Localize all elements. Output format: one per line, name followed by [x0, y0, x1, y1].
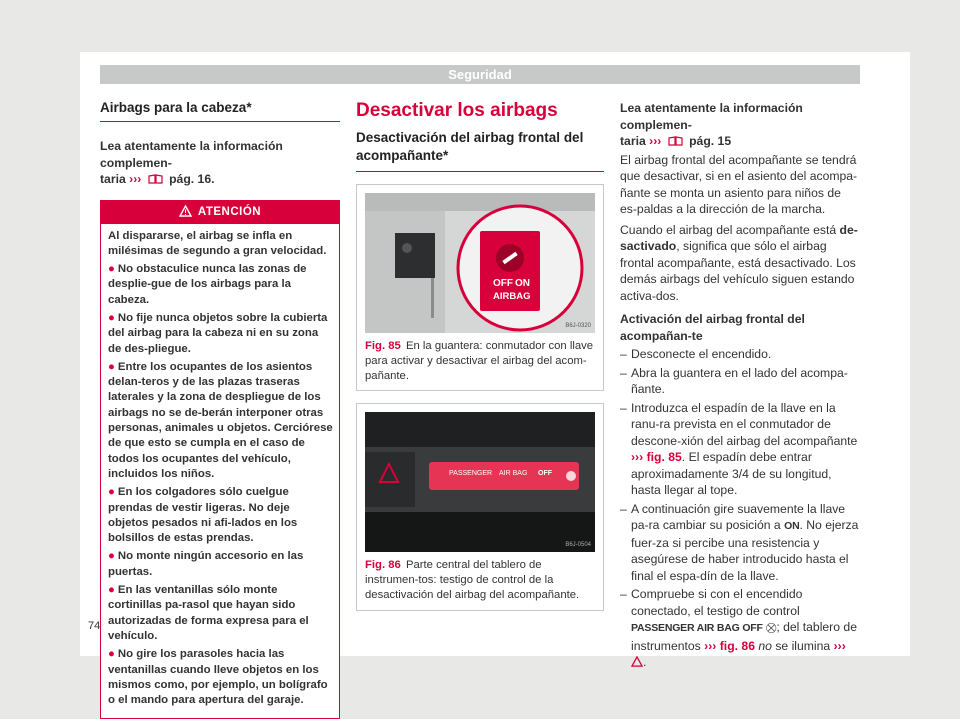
bullet-icon: ●	[108, 361, 115, 373]
step-item: – A continuación gire suavemente la llave pa-ra cambiar su posición a ON. No ejerza fuer-za si percibe una resistencia y asegúrese de haber introducido hasta el final el espa-dín de la llave.	[620, 501, 860, 585]
bullet-icon: ●	[108, 550, 115, 562]
step-item: – Introduzca el espadín de la llave en la ranu-ra prevista en el conmutador de descone-xión del airbag del acompañante ››› fig. 85. El espadín debe entrar aproximadamente 3/4 de su longitud, hasta llegar al tope.	[620, 400, 860, 499]
arrow-ref-icon: ›››	[649, 134, 661, 148]
airbag-off-icon: ⛒	[766, 623, 776, 634]
switch-label-airbag: AIRBAG	[493, 291, 530, 302]
arrow-ref-icon: ›››	[129, 172, 141, 186]
switch-label-off: OFF	[493, 278, 513, 289]
reference-note: Lea atentamente la información complemen- taria ››› pág. 15	[620, 100, 860, 150]
warning-bullet: ● No gire los parasoles hacia las ventanillas cuando lleve objetos en los mismos como, por ejemplo, un bolígrafo o el mando para apertura del garaje.	[108, 647, 333, 708]
paragraph-intro: El airbag frontal del acompañante se tendrá que desactivar, si en el asiento del acompa-ñante se monta un asiento para niños de es-paldas a la dirección de la marcha.	[620, 152, 860, 218]
step-item: – Desconecte el encendido.	[620, 346, 860, 363]
figure-86	[356, 403, 604, 610]
step-item: – Abra la guantera en el lado del acompa-ñante.	[620, 365, 860, 398]
on-symbol: ON	[784, 520, 799, 532]
indicator-symbol: PASSENGER AIR BAG OFF	[631, 622, 763, 634]
figure-code: B6J-0320	[565, 323, 591, 329]
page-number: 74	[88, 620, 100, 632]
figure-85-image	[365, 193, 595, 333]
subsection-title: Desactivación del airbag frontal del acompañante*	[356, 129, 604, 172]
bullet-icon: ●	[108, 486, 115, 498]
figure-85-caption: Fig. 85 En la guantera: conmutador con llave para activar y desactivar el airbag del acom-pañante.	[365, 339, 595, 383]
book-icon	[668, 135, 683, 146]
switch-label-on: ON	[515, 278, 530, 289]
warning-box	[100, 200, 340, 719]
lamp-label-airbag: AIR BAG	[499, 470, 527, 477]
figure-code: B6J-0504	[565, 542, 591, 548]
column-airbags-cabeza	[100, 100, 340, 719]
section-header: Seguridad	[100, 65, 860, 84]
subheading-activacion: Activación del airbag frontal del acompañan-te	[620, 311, 860, 344]
warning-body	[101, 224, 339, 719]
warning-bullet: ● Entre los ocupantes de los asientos delan-teros y de las plazas traseras laterales y la zona de despliegue de los airbags no se de-berán interponer otras personas, animales u objetos. Cerciórese de que esto se cumpla en el caso de todos los ocupantes del vehículo, incluidos los niños.	[108, 360, 333, 482]
figure-link[interactable]: fig. 86	[720, 639, 755, 653]
figure-link[interactable]: fig. 85	[647, 450, 682, 464]
section-title-airbags-cabeza: Airbags para la cabeza*	[100, 100, 340, 122]
warning-header: ATENCIÓN	[101, 201, 339, 224]
dashboard-indicator-illustration	[365, 412, 595, 552]
bullet-icon: ●	[108, 584, 115, 596]
arrow-ref-icon: ›››	[704, 639, 716, 653]
column-desactivar-airbags	[356, 100, 604, 611]
warning-bullet: ● No monte ningún accesorio en las puertas.	[108, 549, 333, 580]
warning-triangle-icon	[631, 656, 643, 667]
figure-86-image	[365, 412, 595, 552]
arrow-ref-icon: ›››	[834, 639, 846, 653]
bullet-icon: ●	[108, 648, 115, 660]
warning-triangle-icon	[179, 205, 192, 217]
step-item: – Compruebe si con el encendido conectado, el testigo de control PASSENGER AIR BAG OFF ⛒; del tablero de instrumentos ››› fig. 86 no se ilumina ››› .	[620, 586, 860, 671]
arrow-ref-icon: ›››	[631, 450, 643, 464]
bullet-icon: ●	[108, 312, 115, 324]
page-link[interactable]: pág. 15	[689, 134, 731, 148]
page-link[interactable]: pág. 16.	[169, 172, 214, 186]
glovebox-switch-illustration	[365, 193, 595, 333]
reference-note: Lea atentamente la información complemen- taria ››› pág. 16.	[100, 138, 340, 188]
column-instructions	[620, 100, 860, 671]
figure-85	[356, 184, 604, 391]
figure-86-caption: Fig. 86 Parte central del tablero de instrumen-tos: testigo de control de la desactivación del airbag del acompañante.	[365, 558, 595, 602]
warning-bullet: ● En los colgadores sólo cuelgue prendas de vestir ligeras. No deje objetos pesados ni afi-lados en los bolsillos de estas prendas.	[108, 485, 333, 546]
lamp-label-passenger: PASSENGER	[449, 470, 492, 477]
warning-bullet: ● No obstaculice nunca las zonas de desplie-gue de los airbags para la cabeza.	[108, 262, 333, 308]
lamp-label-off: OFF	[538, 470, 552, 477]
section-title-desactivar: Desactivar los airbags	[356, 100, 604, 122]
warning-bullet: ● En las ventanillas sólo monte cortinillas pa-rasol que hayan sido autorizadas de forma expresa para el vehículo.	[108, 583, 333, 644]
warning-bullet: ● No fije nunca objetos sobre la cubierta del airbag para la cabeza ni en su zona de des-pliegue.	[108, 311, 333, 357]
bullet-icon: ●	[108, 263, 115, 275]
book-icon	[148, 173, 163, 184]
paragraph-desactivado: Cuando el airbag del acompañante está de-sactivado, significa que sólo el airbag frontal acompañante, está desactivado. Los demás airbags del vehículo siguen estando activa-dos.	[620, 222, 860, 305]
warning-intro: Al dispararse, el airbag se infla en milésimas de segundo a gran velocidad.	[108, 229, 333, 260]
